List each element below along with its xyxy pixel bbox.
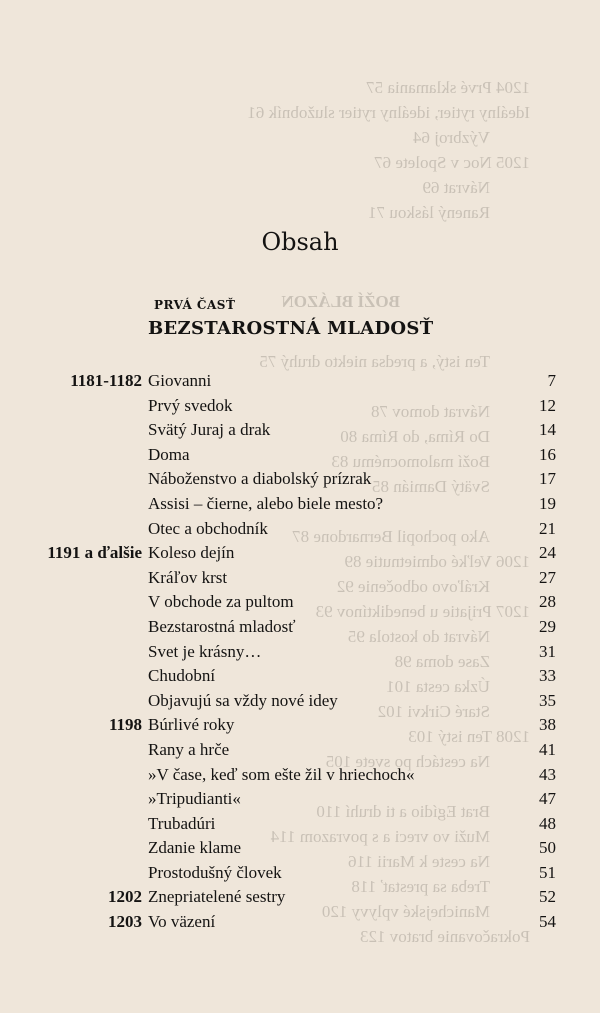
toc-page-number: 27 [539,567,556,587]
toc-entry[interactable] [0,861,600,886]
bleed-line: Ranený láskou 71 [368,203,490,222]
toc-page-number: 16 [539,444,556,464]
toc-title: Chudobní [148,666,216,686]
bleed-line: Muži vo vreci a s povrazom 114 [270,827,490,846]
toc-title: Svet je krásny… [148,641,262,661]
toc-page-number: 41 [539,739,556,759]
toc-title: Giovanni [148,371,212,390]
table-of-contents [0,369,600,935]
toc-entry[interactable] [0,836,600,861]
toc-entry[interactable] [0,738,600,763]
toc-title: Prvý svedok [148,395,233,415]
part-title: BEZSTAROSTNÁ MLADOSŤ [148,318,434,339]
bleed-line: Úzka cesta 101 [386,677,490,696]
toc-title: Kráľov krst [148,567,228,587]
toc-title: Objavujú sa vždy nové idey [148,690,338,710]
bleed-line: 1208 Ten istý 103 [408,727,530,746]
toc-entry[interactable] [0,910,600,935]
toc-title: »Tripudianti« [148,789,241,809]
toc-title: Trubadúri [148,813,216,833]
bleed-line: Svätý Damián 85 [371,477,490,496]
bleed-line: Zase doma 98 [394,652,490,671]
bleed-line: 1206 Veľké odmietnutie 89 [344,552,530,571]
toc-title: Otec a obchodník [148,518,268,538]
toc-entry[interactable] [0,467,600,492]
toc-page-number: 14 [539,420,556,440]
toc-year: 1181-1182 [70,371,142,390]
bleed-line: Pokračovanie bratov 123 [360,927,530,946]
page-title: Obsah [261,228,339,256]
toc-entry[interactable] [0,418,600,443]
toc-title: Zdanie klame [148,838,241,858]
toc-entry[interactable] [0,689,600,714]
toc-page-number: 7 [547,371,556,390]
toc-page-number: 54 [539,912,556,932]
bleed-line: Brat Egídio a ti druhí 110 [316,802,490,821]
toc-page-number: 52 [539,887,556,907]
toc-title: V obchode za pultom [148,592,294,612]
toc-page-number: 28 [539,592,556,612]
bleed-line: Na cestách po svete 105 [325,752,490,771]
bleed-line: Boží malomocnému 83 [331,452,490,471]
toc-entry[interactable] [0,394,600,419]
toc-entry[interactable] [0,443,600,468]
toc-entry[interactable] [0,541,600,566]
toc-page-number: 48 [539,813,556,833]
toc-entry[interactable] [0,763,600,788]
toc-page-number: 29 [539,616,556,636]
toc-year: 1191 a ďalšie [47,543,142,563]
toc-title: »V čase, keď som ešte žil v hriechoch« [148,764,415,784]
toc-title: Doma [148,444,190,464]
toc-title: Náboženstvo a diabolský prízrak [148,469,372,489]
toc-entry[interactable] [0,664,600,689]
toc-entry[interactable] [0,812,600,837]
toc-year: 1198 [108,715,142,735]
toc-entry[interactable] [0,492,600,517]
toc-title: Prostodušný človek [148,862,282,882]
bleed-line: 1204 Prvé sklamania 57 [366,78,530,97]
toc-entry[interactable] [0,885,600,910]
toc-page-number: 47 [539,789,556,809]
bleed-line: Staré Cirkvi 102 [377,702,490,721]
bleed-line: Ako pochopil Bernardone 87 [292,527,490,546]
bleed-line: Návrat do kostola 95 [347,627,490,646]
bleed-line: Ten istý, a predsa niekto druhý 75 [259,352,490,371]
toc-title: Vo väzení [148,912,216,932]
toc-title: Assisi – čierne, alebo biele mesto? [148,493,384,513]
toc-page-number: 43 [539,764,556,784]
bleed-line: Ideálny rytier, ideálny rytier služobník 61 [247,103,530,122]
bleed-line: BOŽÍ BLÁZON [281,292,400,311]
toc-page-number: 51 [539,862,556,882]
bleed-line: Na ceste k Marii 116 [348,852,490,871]
toc-entry[interactable] [0,640,600,665]
toc-entry[interactable] [0,517,600,542]
bleed-line: 1207 Prijatie u benediktínov 93 [315,602,530,621]
toc-title: Rany a hrče [148,739,230,759]
toc-page-number: 38 [539,715,556,735]
toc-title: Búrlivé roky [148,715,235,735]
bleed-line: Výzbroj 64 [413,128,490,147]
toc-entry[interactable] [0,590,600,615]
bleed-line: Manichejské vplyvy 120 [321,902,490,921]
toc-title: Bezstarostná mladosť [148,616,296,636]
toc-title: Svätý Juraj a drak [148,420,271,440]
toc-page-number: 50 [539,838,556,858]
toc-entry[interactable] [0,369,600,394]
toc-year: 1203 [108,912,142,932]
bleed-line: Návrat domov 78 [371,402,490,421]
toc-page-number: 33 [539,666,556,686]
toc-page-number: 12 [539,395,556,415]
toc-entry[interactable] [0,615,600,640]
bleed-line: 1205 Noc v Spolete 67 [374,153,530,172]
bleed-line: Do Ríma, do Ríma 80 [340,427,490,446]
toc-page-number: 35 [539,690,556,710]
toc-page-number: 24 [539,543,556,563]
toc-year: 1202 [108,887,142,907]
toc-page-number: 21 [539,518,556,538]
bleed-line: Treba sa prestať 118 [351,877,490,896]
toc-entry[interactable] [0,566,600,591]
toc-title: Koleso dejín [148,543,235,563]
toc-page-number: 31 [539,641,556,661]
toc-entry[interactable] [0,713,600,738]
part-label: PRVÁ ČASŤ [154,298,236,312]
toc-page-number: 19 [539,493,556,513]
bleed-line: Návrat 69 [422,178,490,197]
toc-entry[interactable] [0,787,600,812]
bleed-line: Kráľovo odbočenie 92 [336,577,490,596]
toc-page-number: 17 [539,469,556,489]
toc-title: Znepriatelené sestry [148,887,286,907]
